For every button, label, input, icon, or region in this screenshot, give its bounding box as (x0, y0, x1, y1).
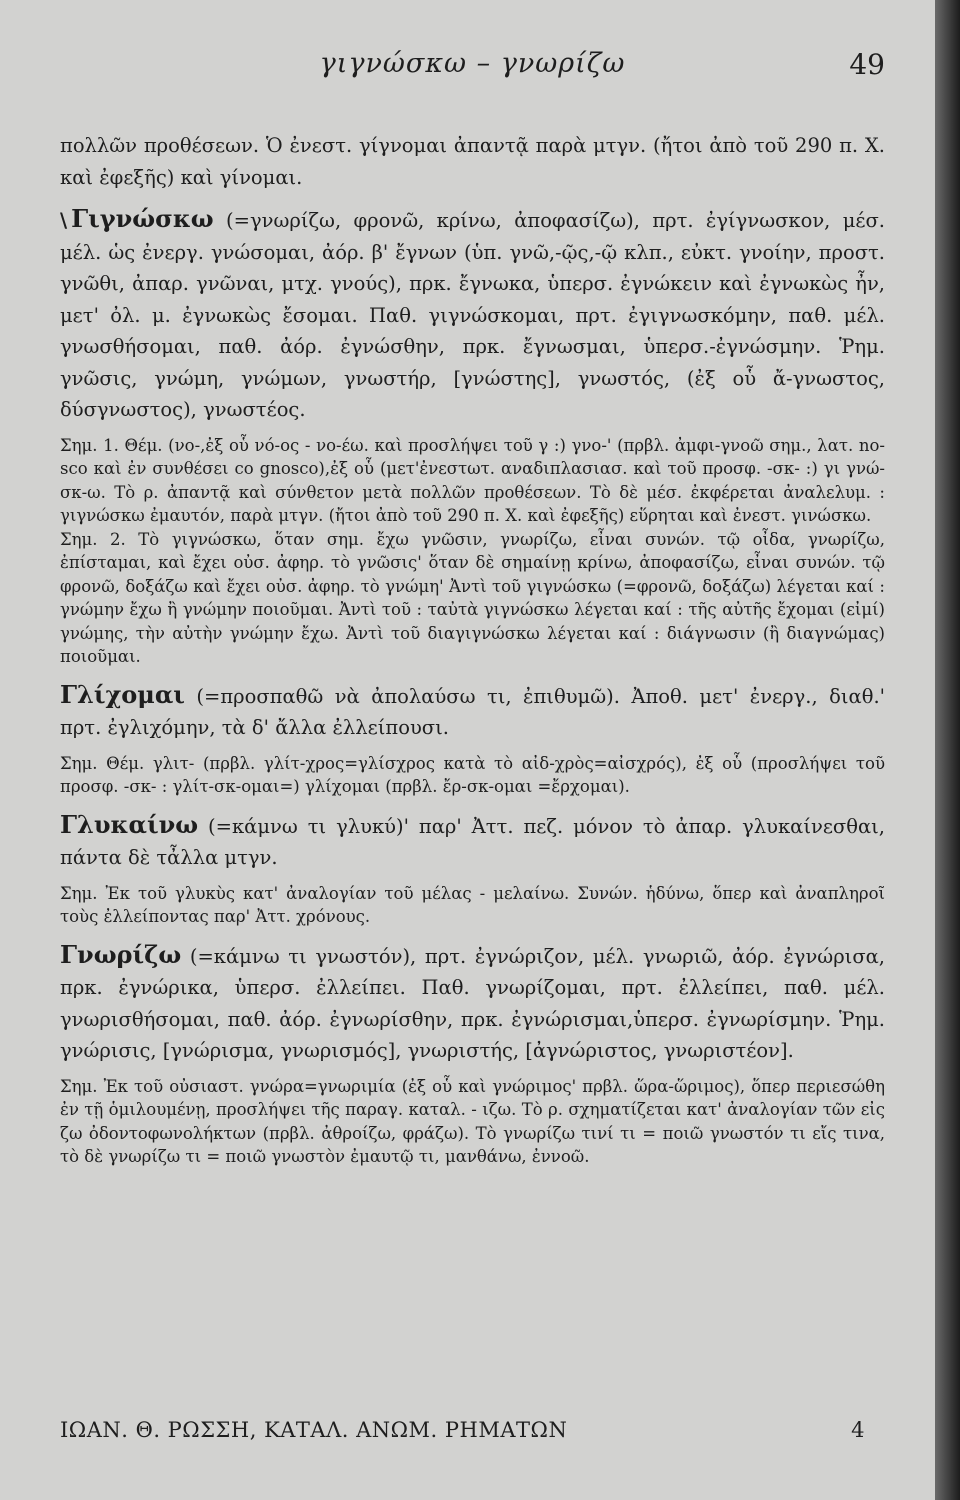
entry-gignosko (60, 203, 885, 669)
entry-glichomai (60, 679, 885, 799)
entry-glykaino (60, 809, 885, 929)
entry-notes (60, 434, 885, 669)
page-number: 49 (849, 48, 885, 81)
signature-footer (60, 1418, 865, 1442)
footer-signature-number: 4 (851, 1418, 865, 1442)
headword: Γνωρίζω (60, 939, 182, 969)
note-1: Σημ. Θέμ. γλιτ- (πρβλ. γλίτ-χρος=γλίσχρος κατὰ τὸ αἰδ-χρὸς=αἰσχρός), ἐξ οὗ (προσλήψει τοῦ προσφ. -σκ- : γλίτ-σκ-ομαι=) γλίχομαι (πρβλ. ἔρ-σκ-ομαι =ἔρχομαι). (60, 753, 885, 796)
note-1: Σημ. Ἐκ τοῦ οὐσιαστ. γνώρα=γνωριμία (ἐξ οὗ καὶ γνώριμος' πρβλ. ὥρα-ὥριμος), ὅπερ περιεσώθη ἐν τῇ ὁμιλουμένῃ, προσλήψει τῆς παραγ. καταλ. - ιζω. Τὸ ρ. σχηματίζεται κατ' ἀναλογίαν τῶν εἰς ζω ὀδοντοφωνολήκτων (πρβλ. ἀθροίζω, φράζω). Τὸ γνωρίζω τινί τι = ποιῶ γνωστόν τι εἴς τινα, τὸ δὲ γνωρίζω τι = ποιῶ γνωστὸν ἐμαυτῷ τι, μανθάνω, ἐννοῶ. (60, 1076, 885, 1166)
entry-text: (=προσπαθῶ νὰ ἀπολαύσω τι, ἐπιθυμῶ). Ἀποθ. μετ' ἐνεργ., διαθ.' πρτ. ἐγλιχόμην, τὰ δ' ἄλλα ἐλλείπουσι. (60, 684, 885, 739)
headword: Γλυκαίνω (60, 809, 199, 839)
headword: Γλίχομαι (60, 679, 185, 709)
entry-notes (60, 882, 885, 929)
intro-paragraph (60, 130, 885, 193)
margin-mark: \ (60, 209, 68, 232)
entry-gnorizo (60, 939, 885, 1169)
entry-notes (60, 752, 885, 799)
note-1: Σημ. Ἐκ τοῦ γλυκὺς κατ' ἀναλογίαν τοῦ μέλας - μελαίνω. Συνών. ἡδύνω, ὅπερ καὶ ἀναπληροῖ τοὺς ἐλλείποντας παρ' Ἀττ. χρόνους. (60, 883, 885, 926)
footer-author-title: ΙΩΑΝ. Θ. ΡΩΣΣΗ, ΚΑΤΑΛ. ΑΝΩΜ. ΡΗΜΑΤΩΝ (60, 1418, 568, 1442)
entry-body (60, 809, 885, 874)
intro-text: πολλῶν προθέσεων. Ὁ ἐνεστ. γίγνομαι ἀπαντᾷ παρὰ μτγν. (ἤτοι ἀπὸ τοῦ 290 π. Χ. καὶ ἐφεξῆς) καὶ γίνομαι. (60, 134, 885, 189)
running-title: γιγνώσκω – γνωρίζω (319, 48, 626, 79)
entry-text: (=κάμνω τι γλυκύ)' παρ' Ἀττ. πεζ. μόνον τὸ ἀπαρ. γλυκαίνεσθαι, πάντα δὲ τἆλλα μτγν. (60, 814, 885, 869)
note-2: Σημ. 2. Τὸ γιγνώσκω, ὅταν σημ. ἔχω γνῶσιν, γνωρίζω, εἶναι συνών. τῷ οἶδα, γνωρίζω, ἐπίσταμαι, καὶ ἔχει οὐσ. ἀφηρ. τὸ γνῶσις' ὅταν δὲ σημαίνῃ κρίνω, ἀποφασίζω, εἶναι συνών. τῷ φρονῶ, δοξάζω καὶ ἔχει οὐσ. ἀφηρ. τὸ γνώμη' Ἀντὶ τοῦ γιγνώσκω (=φρονῶ, δοξάζω) λέγεται καί : γνώμην ἔχω ἢ γνώμην ποιοῦμαι. Ἀντὶ τοῦ : ταὐτὰ γιγνώσκω λέγεται καί : τῆς αὐτῆς ἔχομαι (εἰμί) γνώμης, τὴν αὐτὴν γνώμην ἔχω. Ἀντὶ τοῦ διαγιγνώσκω λέγεται καί : διάγνωσιν (ἢ διαγνώμας) ποιοῦμαι. (60, 529, 885, 666)
entry-text: (=γνωρίζω, φρονῶ, κρίνω, ἀποφασίζω), πρτ. ἐγίγνωσκον, μέσ. μέλ. ὡς ἐνεργ. γνώσομαι, ἀόρ. β' ἔγνων (ὑπ. γνῶ,-ῷς,-ῷ κλπ., εὐκτ. γνοίην, προστ. γνῶθι, ἀπαρ. γνῶναι, μτχ. γνούς), πρκ. ἔγνωκα, ὑπερσ. ἐγνώκειν καὶ ἐγνωκὼς ἦν, μετ' ὀλ. μ. ἐγνωκὼς ἔσομαι. Παθ. γιγνώσκομαι, πρτ. ἐγιγνωσκόμην, παθ. μέλ. γνωσθήσομαι, παθ. ἀόρ. ἐγνώσθην, πρκ. ἔγνωσμαι, ὑπερσ.-ἐγνώσμην. Ῥημ. γνῶσις, γνώμη, γνώμων, γνωστήρ, [γνώστης], γνωστός, (ἐξ οὗ ἄ-γνωστος, δύσγνωστος), γνωστέος. (60, 209, 886, 421)
entry-notes (60, 1075, 885, 1169)
note-1: Σημ. 1. Θέμ. (νο-,ἐξ οὗ νό-ος - νο-έω. καὶ προσλήψει τοῦ γ :) γνο-' (πρβλ. ἀμφι-γνοῶ σημ., λατ. no-sco καὶ ἐν συνθέσει co gnosco),ἐξ οὗ (μετ'ἐνεστωτ. αναδιπλασιασ. καὶ τοῦ προσφ. -σκ- :) γι γνώ-σκ-ω. Τὸ ρ. ἀπαντᾷ καὶ σύνθετον μετὰ πολλῶν προθέσεων. Τὸ δὲ μέσ. ἐκφέρεται ἀναλελυμ. : γιγνώσκω ἐμαυτόν, παρὰ μτγν. (ἤτοι ἀπὸ τοῦ 290 π. Χ. καὶ ἐφεξῆς) εὕρηται καὶ ἐνεστ. γινώσκω. (60, 435, 885, 525)
entry-text: (=κάμνω τι γνωστόν), πρτ. ἐγνώριζον, μέλ. γνωριῶ, ἀόρ. ἐγνώρισα, πρκ. ἐγνώρικα, ὑπερσ. ἐλλείπει. Παθ. γνωρίζομαι, πρτ. ἐλλείπει, παθ. μέλ. γνωρισθήσομαι, παθ. ἀόρ. ἐγνωρίσθην, πρκ. ἐγνώρισμαι,ὑπερσ. ἐγνωρίσμην. Ῥημ. γνώρισις, [γνώρισμα, γνωρισμός], γνωριστής, [ἀγνώριστος, γνωριστέον]. (60, 944, 885, 1062)
entry-body (60, 679, 885, 744)
running-header (60, 48, 885, 110)
headword: Γιγνώσκω (71, 204, 214, 233)
entry-body (60, 203, 885, 426)
page-edge-shadow (935, 0, 960, 1500)
entry-body (60, 939, 885, 1067)
